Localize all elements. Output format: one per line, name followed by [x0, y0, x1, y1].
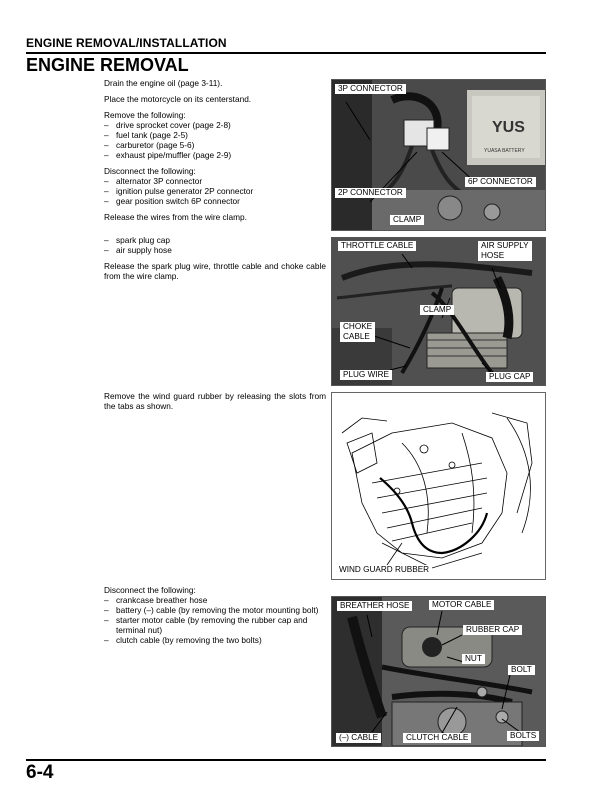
list-item: – exhaust pipe/muffler (page 2-9)	[104, 150, 232, 160]
list-item: – starter motor cable (by removing the rubber cap and terminal nut)	[104, 615, 308, 635]
step-drain-oil: Drain the engine oil (page 3-11).	[104, 78, 223, 88]
list-item: – ignition pulse generator 2P connector	[104, 186, 254, 196]
connectors-photo-art	[332, 80, 545, 230]
list-item: – alternator 3P connector	[104, 176, 203, 186]
label-clamp: CLAMP	[420, 305, 454, 315]
label-wind-guard-rubber: WIND GUARD RUBBER	[336, 565, 432, 575]
label-bolt: BOLT	[508, 665, 535, 675]
label-bolts: BOLTS	[507, 731, 539, 741]
list-item: – air supply hose	[104, 245, 172, 255]
label-negative-cable: (–) CABLE	[336, 733, 381, 743]
list-item: – crankcase breather hose	[104, 595, 208, 605]
step-centerstand: Place the motorcycle on its centerstand.	[104, 94, 252, 104]
list-item: – fuel tank (page 2-5)	[104, 130, 188, 140]
battery-label-text: YUASA BATTERY	[484, 148, 525, 154]
label-throttle-cable: THROTTLE CABLE	[338, 241, 416, 251]
header-rule	[26, 52, 546, 54]
label-nut: NUT	[462, 654, 485, 664]
list-item: – spark plug cap	[104, 235, 170, 245]
label-clutch-cable: CLUTCH CABLE	[403, 733, 471, 743]
label-plug-cap: PLUG CAP	[486, 372, 533, 382]
step-release-wires: Release the wires from the wire clamp.	[104, 212, 247, 222]
label-3p-connector: 3P CONNECTOR	[335, 84, 406, 94]
figure-cables-photo	[331, 237, 546, 386]
label-clamp: CLAMP	[390, 215, 424, 225]
battery-brand-text: YUS	[492, 119, 525, 136]
figure-connectors-photo	[331, 79, 546, 231]
page-title: ENGINE REMOVAL	[26, 55, 189, 75]
figure-wind-guard-drawing	[331, 392, 546, 580]
list-item: – carburetor (page 5-6)	[104, 140, 195, 150]
step-block-1	[104, 78, 326, 222]
step-disconnect-heading: Disconnect the following:	[104, 166, 196, 176]
step-remove-heading: Remove the following:	[104, 110, 186, 120]
step-block-4	[104, 585, 326, 645]
list-item: – battery (–) cable (by removing the motor mounting bolt)	[104, 605, 319, 615]
step-block-2	[104, 235, 326, 281]
step-wind-guard: Remove the wind guard rubber by releasing the slots from the tabs as shown.	[104, 391, 326, 411]
footer-rule	[26, 759, 546, 761]
label-rubber-cap: RUBBER CAP	[463, 625, 522, 635]
figure-breather-photo	[331, 596, 546, 747]
step-release-plug-wire: Release the spark plug wire, throttle cable and choke cable from the wire clamp.	[104, 261, 326, 281]
label-plug-wire: PLUG WIRE	[340, 370, 392, 380]
label-air-supply-hose: AIR SUPPLY HOSE	[478, 241, 532, 261]
label-6p-connector: 6P CONNECTOR	[465, 177, 536, 187]
step-block-3	[104, 391, 326, 411]
label-breather-hose: BREATHER HOSE	[337, 601, 412, 611]
label-motor-cable: MOTOR CABLE	[429, 600, 494, 610]
wind-guard-drawing-art	[332, 393, 545, 579]
page-number: 6-4	[26, 762, 54, 783]
list-item: – drive sprocket cover (page 2-8)	[104, 120, 231, 130]
step-disconnect-heading: Disconnect the following:	[104, 585, 196, 595]
label-2p-connector: 2P CONNECTOR	[335, 188, 406, 198]
label-choke-cable: CHOKE CABLE	[340, 322, 375, 342]
list-item: – clutch cable (by removing the two bolts)	[104, 635, 262, 645]
list-item: – gear position switch 6P connector	[104, 196, 240, 206]
section-header: ENGINE REMOVAL/INSTALLATION	[26, 36, 227, 50]
